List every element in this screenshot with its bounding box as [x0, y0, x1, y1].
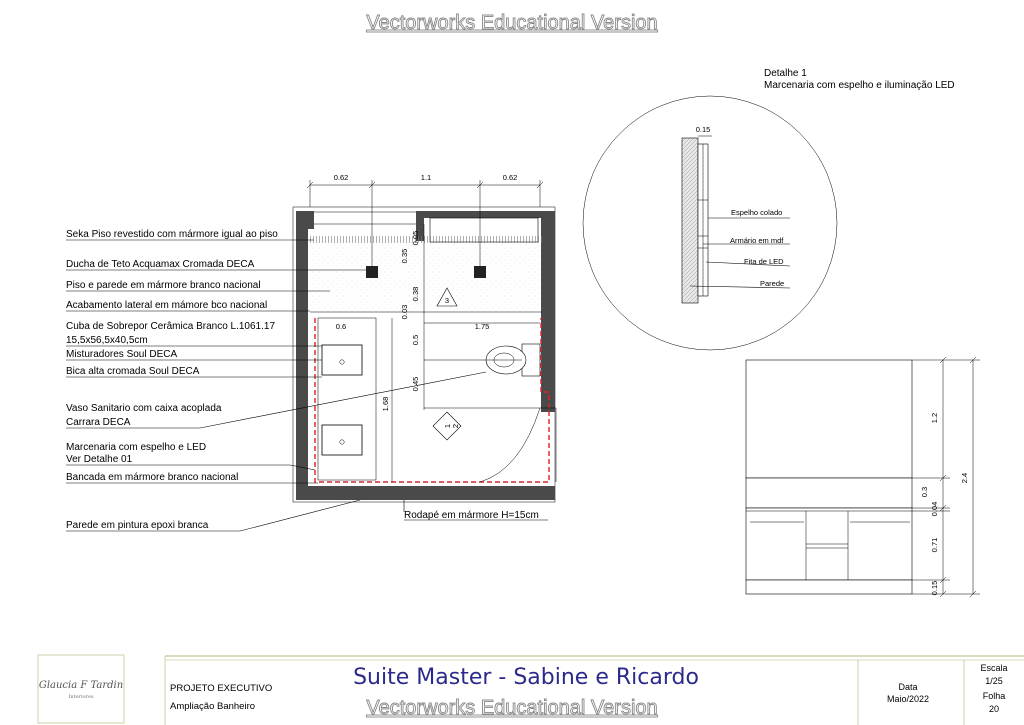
- wall-top-right: [416, 211, 541, 218]
- logo-sub: Interiores: [68, 694, 94, 700]
- elev-dim-2: 0.3: [920, 486, 929, 498]
- detail-dim: 0.15: [695, 125, 711, 134]
- date-label: Data: [898, 682, 918, 692]
- label-cuba-dims: 15,5x56,5x40,5cm: [66, 335, 148, 346]
- detail-circle: [583, 96, 837, 350]
- dim-top-2: 1.1: [420, 173, 432, 182]
- scale-value: 1/25: [985, 676, 1003, 686]
- wall-right: [541, 211, 555, 412]
- marker-2-label: 2: [451, 423, 460, 429]
- label-ducha: Ducha de Teto Acquamax Cromada DECA: [66, 259, 255, 270]
- elev-dim-total: 2.4: [960, 472, 969, 484]
- label-parede: Parede em pintura epoxi branca: [66, 520, 209, 531]
- elev-dim-1: 1.2: [930, 412, 939, 424]
- project-title: Suite Master - Sabine e Ricardo: [353, 665, 699, 690]
- counter-outline: [315, 318, 549, 482]
- detail-subtitle: Marcenaria com espelho e iluminação LED: [764, 80, 955, 91]
- detail-1: [583, 68, 955, 350]
- detail-label-espelho: Espelho colado: [731, 208, 783, 217]
- elev-dim-4: 0.71: [930, 537, 939, 553]
- watermark-bottom: Vectorworks Educational Version: [366, 697, 658, 719]
- dim-h-room: 1.75: [474, 322, 490, 331]
- label-piso: Piso e parede em mármore branco nacional: [66, 280, 261, 291]
- dim-v-counter: 1.68: [381, 396, 390, 412]
- scale-label: Escala: [980, 663, 1008, 673]
- project-sub: Ampliação Banheiro: [170, 701, 256, 712]
- shower-head-right: [474, 266, 486, 278]
- dim-v-3: 0.38: [411, 286, 420, 302]
- dim-h-counter: 0.6: [335, 322, 347, 331]
- label-ver-detalhe: Ver Detalhe 01: [66, 454, 133, 465]
- label-cuba: Cuba de Sobrepor Cerâmica Branco L.1061.17: [66, 321, 276, 332]
- dim-top-1: 0.62: [333, 173, 349, 182]
- date-value: Maio/2022: [886, 694, 930, 704]
- marker-1-label: 1: [443, 423, 452, 429]
- logo-name: Glaucia F Tardin: [38, 680, 124, 691]
- detail-label-armario: Armário em mdf: [730, 236, 784, 245]
- elev-dim-3: 0.04: [930, 501, 939, 517]
- sheet-label: Folha: [982, 691, 1006, 701]
- seka-drain: [310, 236, 542, 243]
- dim-top-3: 0.62: [502, 173, 518, 182]
- rodape-label: Rodapé em mármore H=15cm: [404, 510, 539, 521]
- label-misturadores: Misturadores Soul DECA: [66, 349, 178, 360]
- label-bancada: Bancada em mármore branco nacional: [66, 472, 239, 483]
- floor-plan: [293, 173, 556, 521]
- elev-dim-5: 0.15: [930, 580, 939, 596]
- dim-v-4: 0.03: [400, 304, 409, 320]
- elevation-counter: [746, 478, 912, 508]
- label-marcenaria: Marcenaria com espelho e LED: [66, 442, 207, 453]
- label-acabamento: Acabamento lateral em mámore bco nacional: [66, 300, 268, 311]
- detail-label-parede: Parede: [760, 279, 785, 288]
- label-vaso-model: Carrara DECA: [66, 417, 131, 428]
- label-bica: Bica alta cromada Soul DECA: [66, 366, 200, 377]
- detail-wall: [682, 138, 698, 303]
- project-type: PROJETO EXECUTIVO: [170, 683, 273, 694]
- wall-bottom: [296, 486, 555, 500]
- detail-label-fita: Fita de LED: [744, 257, 784, 266]
- label-vaso: Vaso Sanitario com caixa acoplada: [66, 403, 222, 414]
- dim-v-5: 0.5: [411, 334, 420, 346]
- shower-head-left: [366, 266, 378, 278]
- marker-3-label: 3: [444, 296, 450, 305]
- wall-left: [296, 211, 308, 500]
- watermark-top: Vectorworks Educational Version: [366, 12, 658, 34]
- label-seka: Seka Piso revestido com mármore igual ao piso: [66, 229, 278, 240]
- dim-v-1: 0.35: [400, 248, 409, 264]
- elevation: [746, 357, 980, 597]
- sheet-value: 20: [988, 704, 1000, 714]
- dim-v-6: 0.45: [411, 376, 420, 392]
- detail-title: Detalhe 1: [764, 68, 807, 79]
- elevation-mirror: [746, 360, 912, 478]
- dim-v-2: 0.05: [411, 230, 420, 246]
